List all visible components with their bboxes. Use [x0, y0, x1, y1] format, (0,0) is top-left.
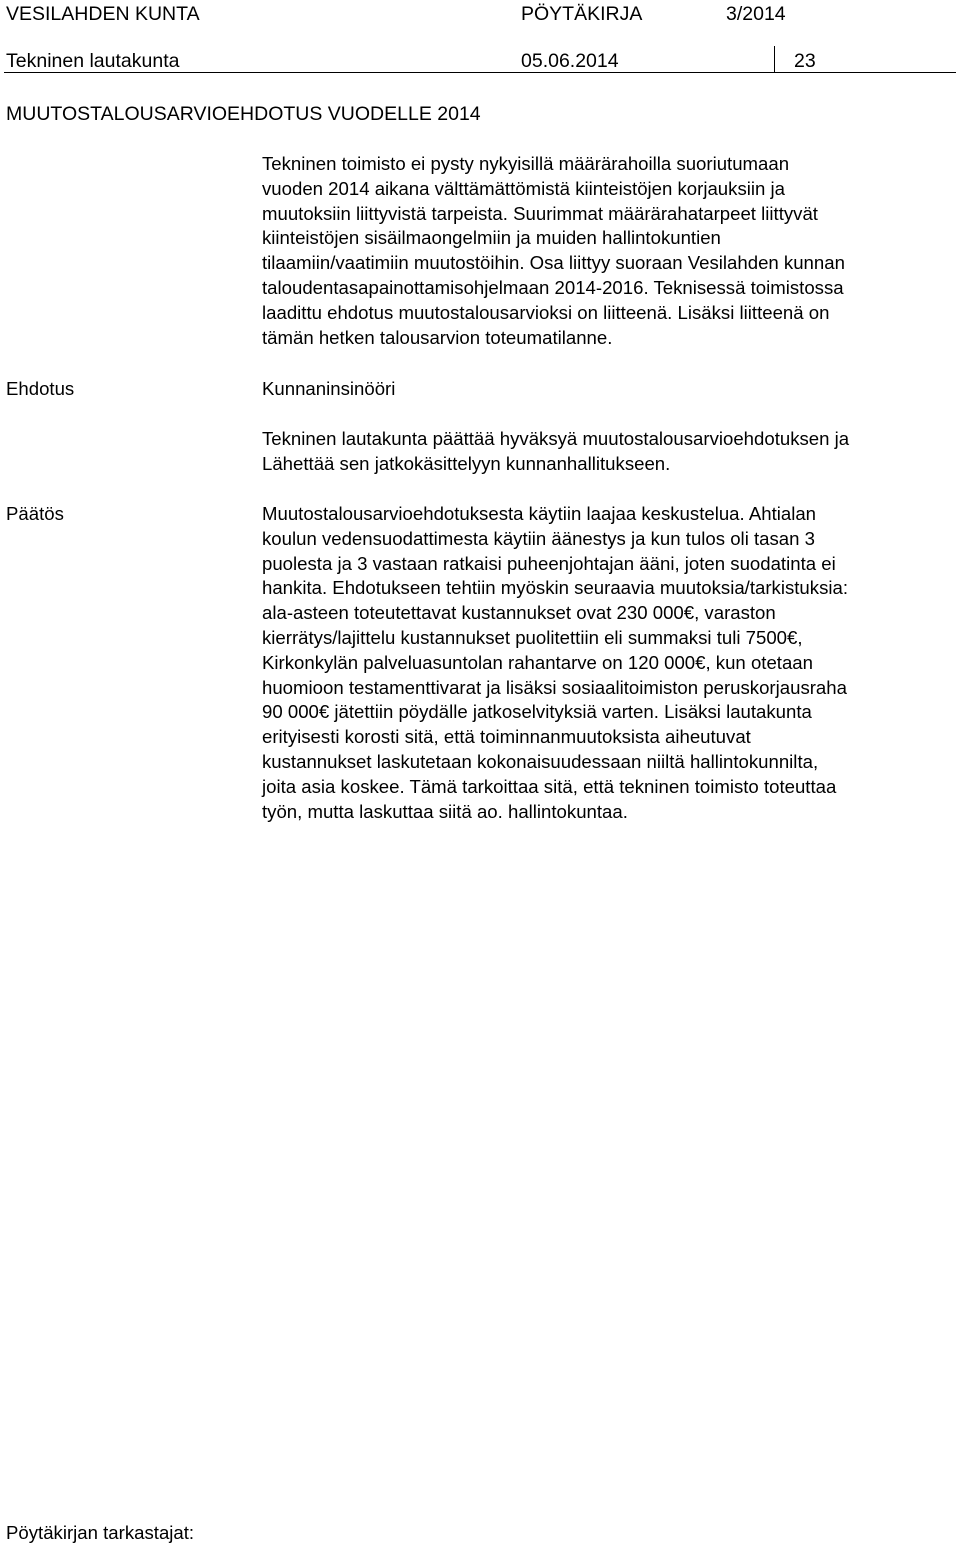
decision-line: koulun vedensuodattimesta käytiin äänestys ja kun tulos oli tasan 3: [262, 527, 815, 549]
municipality-name: VESILAHDEN KUNTA: [6, 3, 200, 25]
decision-line: Kirkonkylän palveluasuntolan rahantarve on 120 000€, kun otetaan: [262, 651, 813, 673]
proposal-line: Tekninen lautakunta päättää hyväksyä muutostalousarvioehdotuksen ja: [262, 428, 850, 449]
proposal-label: Ehdotus: [6, 378, 75, 399]
intro-line: tämän hetken talousarvion toteumatilanne.: [262, 326, 613, 348]
decision-line: kustannukset laskutetaan kokonaisuudessaan niiltä hallintokunnilta,: [262, 750, 819, 772]
proposal-presenter: Kunnaninsinööri: [262, 378, 396, 399]
decision-line: hankita. Ehdotukseen tehtiin myöskin seuraavia muutoksia/tarkistuksia:: [262, 577, 849, 599]
document-title: MUUTOSTALOUSARVIOEHDOTUS VUODELLE 2014: [6, 103, 481, 125]
decision-line: 90 000€ jätettiin pöydälle jatkoselvityksiä varten. Lisäksi lautakunta: [262, 701, 812, 723]
decision-paragraph: [262, 502, 956, 824]
decision-line: ala-asteen toteutettavat kustannukset ovat 230 000€, varaston: [262, 602, 776, 624]
decision-line: Muutostalousarvioehdotuksesta käytiin laajaa keskustelua. Ahtialan: [262, 503, 817, 524]
board-name: Tekninen lautakunta: [6, 50, 180, 72]
decision-line: huomioon testamenttivarat ja lisäksi sosiaalitoimiston peruskorjausraha: [262, 676, 847, 698]
decision-line: erityisesti korosti sitä, että toiminnanmuutoksista aiheutuvat: [262, 726, 751, 748]
proposal-line: Lähettää sen jatkokäsittelyyn kunnanhallitukseen.: [262, 452, 671, 474]
intro-line: vuoden 2014 aikana välttämättömistä kiinteistöjen korjauksiin ja: [262, 177, 785, 199]
section-number: 23: [794, 50, 816, 72]
intro-paragraph: [262, 152, 956, 350]
meeting-date: 05.06.2014: [521, 50, 619, 72]
intro-line: muutoksiin liittyvistä tarpeista. Suurimmat määrärahatarpeet liittyvät: [262, 202, 818, 224]
reviewers-label: Pöytäkirjan tarkastajat:: [6, 1522, 195, 1543]
decision-line: työn, mutta laskuttaa siitä ao. hallintokuntaa.: [262, 800, 628, 822]
intro-line: taloudentasapainottamisohjelmaan 2014-2016. Teknisessä toimistossa: [262, 276, 844, 298]
intro-line: Tekninen toimisto ei pysty nykyisillä määrärahoilla suoriutumaan: [262, 153, 790, 174]
document-number: 3/2014: [726, 3, 786, 25]
intro-line: tilaamiin/vaatimiin muutostöihin. Osa liittyy suoraan Vesilahden kunnan: [262, 252, 845, 274]
decision-line: kierrätys/lajittelu kustannukset puolitettiin eli summaksi tuli 7500€,: [262, 626, 803, 648]
decision-line: puolesta ja 3 vastaan ratkaisi puheenjohtajan ääni, joten suodatinta ei: [262, 552, 836, 574]
intro-line: kiinteistöjen sisäilmaongelmiin ja muiden hallintokuntien: [262, 227, 721, 249]
proposal-paragraph: [262, 427, 956, 477]
intro-line: laadittu ehdotus muutostalousarvioksi on liitteenä. Lisäksi liitteenä on: [262, 301, 830, 323]
decision-line: joita asia koskee. Tämä tarkoittaa sitä, että tekninen toimisto toteuttaa: [262, 775, 837, 797]
header-rule: [4, 72, 956, 73]
decision-label: Päätös: [6, 503, 64, 524]
document-type: PÖYTÄKIRJA: [521, 3, 643, 25]
section-divider: [774, 46, 775, 73]
